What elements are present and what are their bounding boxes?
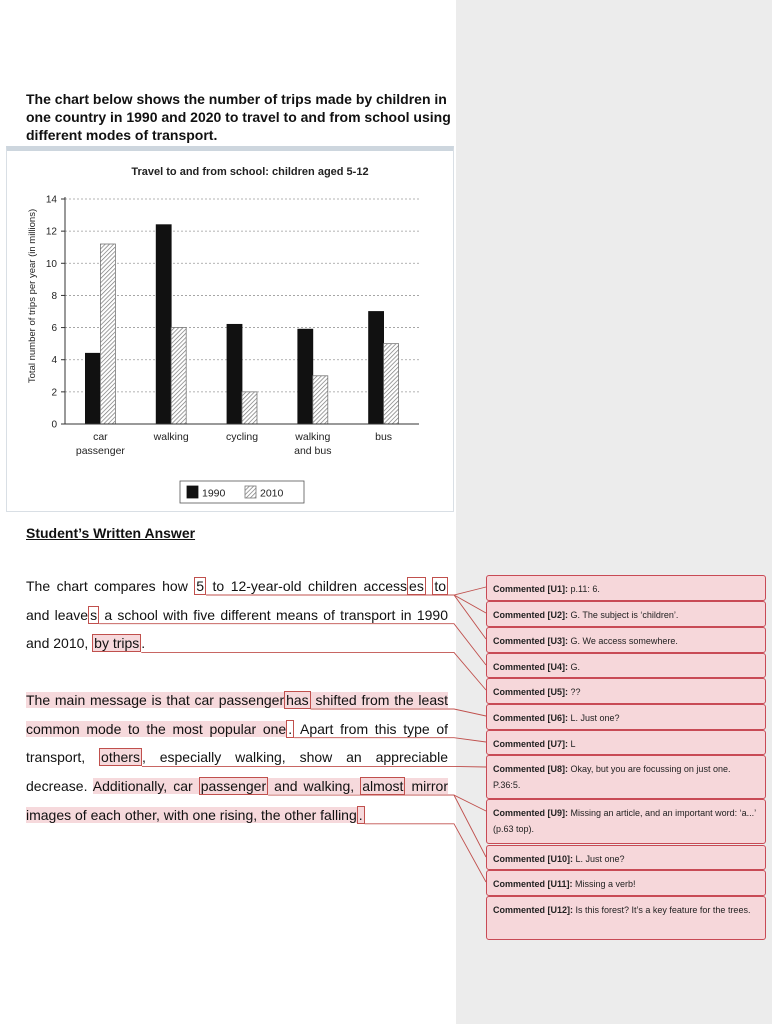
comment-text: L. Just one? [570, 713, 620, 723]
comment-anchor-u2[interactable]: es [409, 578, 424, 594]
answer-text-highlighted: mirror images of each other, with one rising, the other falling [26, 778, 449, 823]
comment-anchor-u9[interactable]: passenger [200, 778, 267, 795]
x-tick-label-line: and bus [294, 445, 332, 457]
comment-anchor-u1[interactable]: 5 [196, 578, 205, 594]
comment-text: Is this forest? It’s a key feature for the trees. [575, 905, 751, 915]
comment-u5[interactable] [486, 678, 766, 704]
y-tick-label: 0 [51, 419, 57, 431]
y-tick-label: 12 [45, 226, 57, 238]
comment-u6[interactable] [486, 704, 766, 730]
answer-text: . [141, 635, 146, 652]
y-tick-label: 14 [45, 194, 57, 206]
comment-anchor-u11[interactable]: . [358, 806, 363, 823]
comment-label: Commented [U6]: [493, 713, 569, 723]
bar-1990-2 [227, 324, 242, 424]
comment-anchor-u4[interactable]: s [90, 606, 98, 623]
comment-text: ?? [570, 687, 581, 697]
comment-u7[interactable] [486, 730, 766, 755]
y-tick-label: 10 [45, 258, 57, 270]
comment-u1[interactable] [486, 575, 766, 601]
comment-anchor-u6[interactable]: has [286, 692, 309, 708]
comment-u3[interactable] [486, 627, 766, 653]
comment-label: Commented [U10]: [493, 854, 574, 864]
comment-text: Missing a verb! [575, 879, 636, 889]
x-tick-label-line: walking [153, 431, 189, 443]
comment-label: Commented [U5]: [493, 687, 569, 697]
answer-text: The chart compares how [26, 578, 195, 594]
x-tick-label [375, 431, 392, 443]
comment-label: Commented [U4]: [493, 662, 569, 672]
comment-text: Okay, but you are focussing on just one. P.36:5. [493, 764, 731, 790]
answer-text-highlighted: The main message is that car passenger [26, 692, 285, 708]
bar-chart-figure [6, 146, 454, 512]
comment-text: G. The subject is ‘children’. [570, 610, 679, 620]
comment-anchor-u8[interactable]: others [101, 749, 140, 766]
comment-label: Commented [U12]: [493, 905, 574, 915]
bar-2010-1 [171, 328, 186, 424]
answer-text: , especially walking, show an appreciable decrease. [26, 749, 448, 795]
comment-u11[interactable] [486, 870, 766, 896]
bar-2010-4 [384, 344, 399, 424]
comment-label: Commented [U7]: [493, 739, 569, 749]
x-tick-label-line: walking [295, 431, 331, 443]
comment-text: G. [570, 662, 581, 672]
legend-swatch-1990 [187, 486, 198, 498]
x-tick-label-line: passenger [75, 445, 125, 457]
answer-text-highlighted: and walking, [268, 778, 361, 795]
y-tick-label: 8 [51, 290, 57, 302]
y-tick-label: 6 [51, 323, 57, 335]
comment-u9[interactable] [486, 799, 766, 844]
bar-1990-4 [369, 312, 384, 425]
comment-text: Missing an article, and an important word: ‘a...’ (p.63 top). [493, 808, 756, 834]
answer-text: Apart from this type of transport, [26, 720, 449, 766]
comment-label: Commented [U8]: [493, 764, 569, 774]
comment-label: Commented [U1]: [493, 584, 569, 594]
comment-anchor-u7[interactable]: . [288, 720, 293, 737]
answer-paragraph-2 [26, 686, 448, 830]
answer-paragraph-1 [26, 572, 448, 658]
answer-text: a school with five different means of transport in 1990 and 2010, [26, 606, 448, 652]
chart-title: Travel to and from school: children aged 5-12 [131, 166, 369, 178]
bar-1990-1 [156, 225, 171, 424]
comment-u12[interactable] [486, 896, 766, 940]
x-tick-label-line: cycling [225, 431, 259, 443]
legend-label-2010: 2010 [260, 487, 284, 500]
x-tick-label [76, 431, 126, 457]
x-tick-label [294, 431, 331, 457]
comment-text: L. Just one? [575, 854, 625, 864]
bar-2010-2 [242, 392, 257, 424]
comment-anchor-u3[interactable]: to [434, 578, 446, 594]
comment-anchor-u10[interactable]: almost [362, 778, 404, 795]
comment-label: Commented [U9]: [493, 808, 569, 818]
comment-u4[interactable] [486, 653, 766, 678]
bar-chart [7, 151, 453, 512]
comment-label: Commented [U11]: [493, 879, 573, 889]
bar-1990-0 [85, 353, 100, 424]
comment-text: L [570, 739, 576, 749]
comment-u8[interactable] [486, 755, 766, 799]
comment-anchor-u5[interactable]: by trips [94, 635, 140, 652]
bar-2010-0 [100, 244, 115, 424]
y-axis-label: Total number of trips per year (in millions) [27, 208, 38, 384]
y-tick-label: 4 [51, 355, 57, 367]
x-tick-label-line: bus [375, 431, 393, 443]
comment-text: G. We access somewhere. [570, 636, 678, 646]
x-tick-label [153, 431, 189, 443]
comment-u10[interactable] [486, 845, 766, 870]
y-tick-label: 2 [51, 387, 57, 399]
x-tick-label-line: car [93, 431, 108, 443]
task-prompt: The chart below shows the number of trips made by children in one country in 1990 and 2020 to travel to and from school using different modes of transport. [26, 91, 451, 143]
answer-text: and leave [26, 606, 89, 623]
bar-2010-3 [313, 376, 328, 424]
answer-heading: Student’s Written Answer [26, 525, 196, 541]
answer-text: to 12-year-old children access [206, 578, 408, 594]
answer-text-highlighted: Additionally, car [92, 778, 199, 795]
x-tick-label [226, 431, 258, 443]
legend-swatch-2010 [245, 486, 256, 498]
bar-1990-3 [298, 329, 313, 424]
comment-u2[interactable] [486, 601, 766, 627]
comment-text: p.11: 6. [570, 584, 600, 594]
legend-label-1990: 1990 [202, 487, 226, 500]
legend-box [180, 481, 304, 503]
comment-label: Commented [U3]: [493, 636, 569, 646]
comment-label: Commented [U2]: [493, 610, 569, 620]
answer-text-highlighted: shifted from the least common mode to the most popular one [26, 692, 448, 737]
